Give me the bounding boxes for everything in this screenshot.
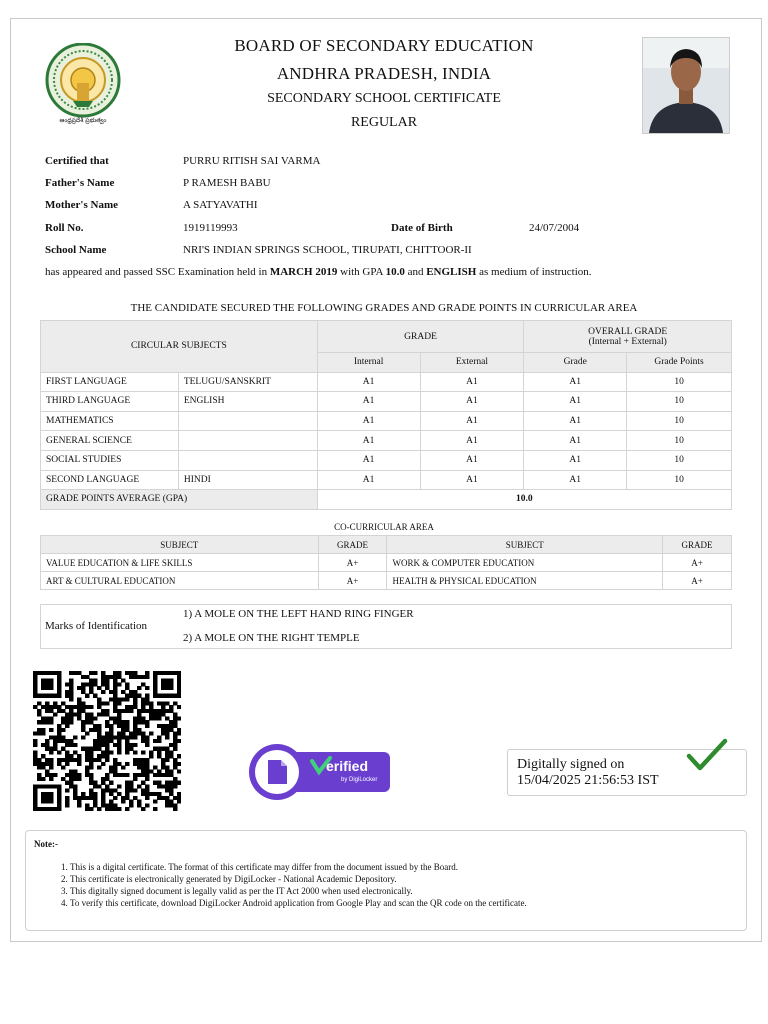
col-grade: GRADE xyxy=(317,321,524,353)
grade-cell-points: 10 xyxy=(627,372,732,392)
grade-cell-grade: A1 xyxy=(524,450,627,470)
note-item: 2. This certificate is electronically generated by DigiLocker - National Academic Depository. xyxy=(70,873,527,885)
grade-cell-subject: SECOND LANGUAGE xyxy=(41,470,179,490)
mother-name: A SATYAVATHI xyxy=(183,199,258,211)
grade-row xyxy=(41,470,732,490)
grade-cell-lang xyxy=(178,450,317,470)
grade-cell-subject: FIRST LANGUAGE xyxy=(41,372,179,392)
grade-row xyxy=(41,411,732,431)
grade-cell-grade: A1 xyxy=(524,470,627,490)
co-col-subject: SUBJECT xyxy=(41,536,319,554)
grade-cell-subject: SOCIAL STUDIES xyxy=(41,450,179,470)
board-title: BOARD OF SECONDARY EDUCATION xyxy=(234,36,534,55)
grade-cell-subject: GENERAL SCIENCE xyxy=(41,431,179,451)
grade-row xyxy=(41,392,732,412)
cocurricular-cell: HEALTH & PHYSICAL EDUCATION xyxy=(387,572,663,590)
grade-cell-points: 10 xyxy=(627,411,732,431)
cocurricular-cell: A+ xyxy=(318,554,387,572)
grade-cell-lang xyxy=(178,411,317,431)
gpa-value: 10.0 xyxy=(317,490,731,510)
col-subjects: CIRCULAR SUBJECTS xyxy=(41,321,318,373)
grade-cell-points: 10 xyxy=(627,392,732,412)
signature-timestamp: 15/04/2025 21:56:53 IST xyxy=(517,773,659,788)
grade-cell-internal: A1 xyxy=(317,470,420,490)
verified-subtext: by DigiLocker xyxy=(341,777,378,783)
certificate-type: REGULAR xyxy=(350,115,418,130)
cocurricular-cell: ART & CULTURAL EDUCATION xyxy=(41,572,319,590)
grade-cell-internal: A1 xyxy=(317,450,420,470)
mother-label: Mother's Name xyxy=(45,199,119,211)
grade-cell-internal: A1 xyxy=(317,372,420,392)
grade-cell-grade: A1 xyxy=(524,372,627,392)
digital-signature-box[interactable] xyxy=(507,749,747,796)
grade-cell-grade: A1 xyxy=(524,431,627,451)
father-label: Father's Name xyxy=(45,177,115,189)
grade-cell-lang: HINDI xyxy=(178,470,317,490)
checkmark-icon xyxy=(686,738,728,772)
co-col-subject: SUBJECT xyxy=(387,536,663,554)
identification-label: Marks of Identification xyxy=(45,620,148,632)
cocurricular-cell: VALUE EDUCATION & LIFE SKILLS xyxy=(41,554,319,572)
identification-mark: 2) A MOLE ON THE RIGHT TEMPLE xyxy=(183,632,360,644)
grade-cell-internal: A1 xyxy=(317,431,420,451)
cocurricular-cell: WORK & COMPUTER EDUCATION xyxy=(387,554,663,572)
dob-label: Date of Birth xyxy=(391,222,453,234)
notes-box xyxy=(25,830,747,931)
grade-cell-internal: A1 xyxy=(317,411,420,431)
emblem-caption: ఆంధ్రప్రదేశ్ ప్రభుత్వం xyxy=(59,117,107,124)
grades-title: THE CANDIDATE SECURED THE FOLLOWING GRADES AND GRADE POINTS IN CURRICULAR AREA xyxy=(130,302,638,314)
grade-cell-external: A1 xyxy=(420,372,524,392)
grade-row xyxy=(41,431,732,451)
certified-label: Certified that xyxy=(45,155,109,167)
cocurricular-cell: A+ xyxy=(663,554,732,572)
grade-row xyxy=(41,450,732,470)
notes-list xyxy=(30,861,527,909)
cocurricular-cell: A+ xyxy=(318,572,387,590)
grade-cell-points: 10 xyxy=(627,470,732,490)
certificate-title: SECONDARY SCHOOL CERTIFICATE xyxy=(267,91,501,106)
grade-cell-points: 10 xyxy=(627,431,732,451)
col-overall: OVERALL GRADE (Internal + External) xyxy=(524,321,732,353)
notes-title: Note:- xyxy=(34,839,58,849)
father-name: P RAMESH BABU xyxy=(183,177,271,189)
identification-box xyxy=(40,604,732,649)
grade-cell-external: A1 xyxy=(420,392,524,412)
grade-cell-subject: THIRD LANGUAGE xyxy=(41,392,179,412)
grade-cell-lang xyxy=(178,431,317,451)
col-points: Grade Points xyxy=(627,353,732,373)
grade-cell-lang: TELUGU/SANSKRIT xyxy=(178,372,317,392)
qr-code[interactable] xyxy=(33,671,181,811)
grade-cell-subject: MATHEMATICS xyxy=(41,411,179,431)
school-label: School Name xyxy=(45,244,107,256)
grade-cell-grade: A1 xyxy=(524,411,627,431)
grade-cell-points: 10 xyxy=(627,450,732,470)
note-item: 3. This digitally signed document is legally valid as per the IT Act 2000 when used electronically. xyxy=(70,885,527,897)
state-title: ANDHRA PRADESH, INDIA xyxy=(276,64,492,83)
grades-table xyxy=(40,320,732,510)
col-grade-final: Grade xyxy=(524,353,627,373)
cocurricular-row xyxy=(41,572,732,590)
verified-digilocker-badge xyxy=(248,743,392,801)
grade-cell-external: A1 xyxy=(420,470,524,490)
cocurricular-table xyxy=(40,535,732,590)
roll-number: 1919119993 xyxy=(183,222,238,234)
note-item: 1. This is a digital certificate. The format of this certificate may differ from the document issued by the Board. xyxy=(70,861,527,873)
pass-statement: has appeared and passed SSC Examination held in MARCH 2019 with GPA 10.0 and ENGLISH as medium of instruction. xyxy=(45,266,592,278)
school-name: NRI'S INDIAN SPRINGS SCHOOL, TIRUPATI, CHITTOOR-II xyxy=(183,244,472,256)
dob-value: 24/07/2004 xyxy=(529,222,580,234)
candidate-photo xyxy=(642,37,730,134)
grade-cell-external: A1 xyxy=(420,450,524,470)
co-col-grade: GRADE xyxy=(318,536,387,554)
grade-cell-lang: ENGLISH xyxy=(178,392,317,412)
candidate-name: PURRU RITISH SAI VARMA xyxy=(183,155,321,167)
col-external: External xyxy=(420,353,524,373)
cocurricular-row xyxy=(41,554,732,572)
grade-cell-external: A1 xyxy=(420,411,524,431)
note-item: 4. To verify this certificate, download DigiLocker Android application from Google Play and scan the QR code on the certificate. xyxy=(70,897,527,909)
verified-text: erified xyxy=(326,758,369,774)
cocurricular-cell: A+ xyxy=(663,572,732,590)
co-col-grade: GRADE xyxy=(663,536,732,554)
signature-line1: Digitally signed on xyxy=(517,757,625,772)
grade-row xyxy=(41,372,732,392)
gpa-label: GRADE POINTS AVERAGE (GPA) xyxy=(41,490,318,510)
roll-label: Roll No. xyxy=(45,222,84,234)
identification-mark: 1) A MOLE ON THE LEFT HAND RING FINGER xyxy=(183,608,414,620)
grade-cell-grade: A1 xyxy=(524,392,627,412)
col-internal: Internal xyxy=(317,353,420,373)
grade-cell-internal: A1 xyxy=(317,392,420,412)
grade-cell-external: A1 xyxy=(420,431,524,451)
cocurricular-title: CO-CURRICULAR AREA xyxy=(334,522,434,532)
